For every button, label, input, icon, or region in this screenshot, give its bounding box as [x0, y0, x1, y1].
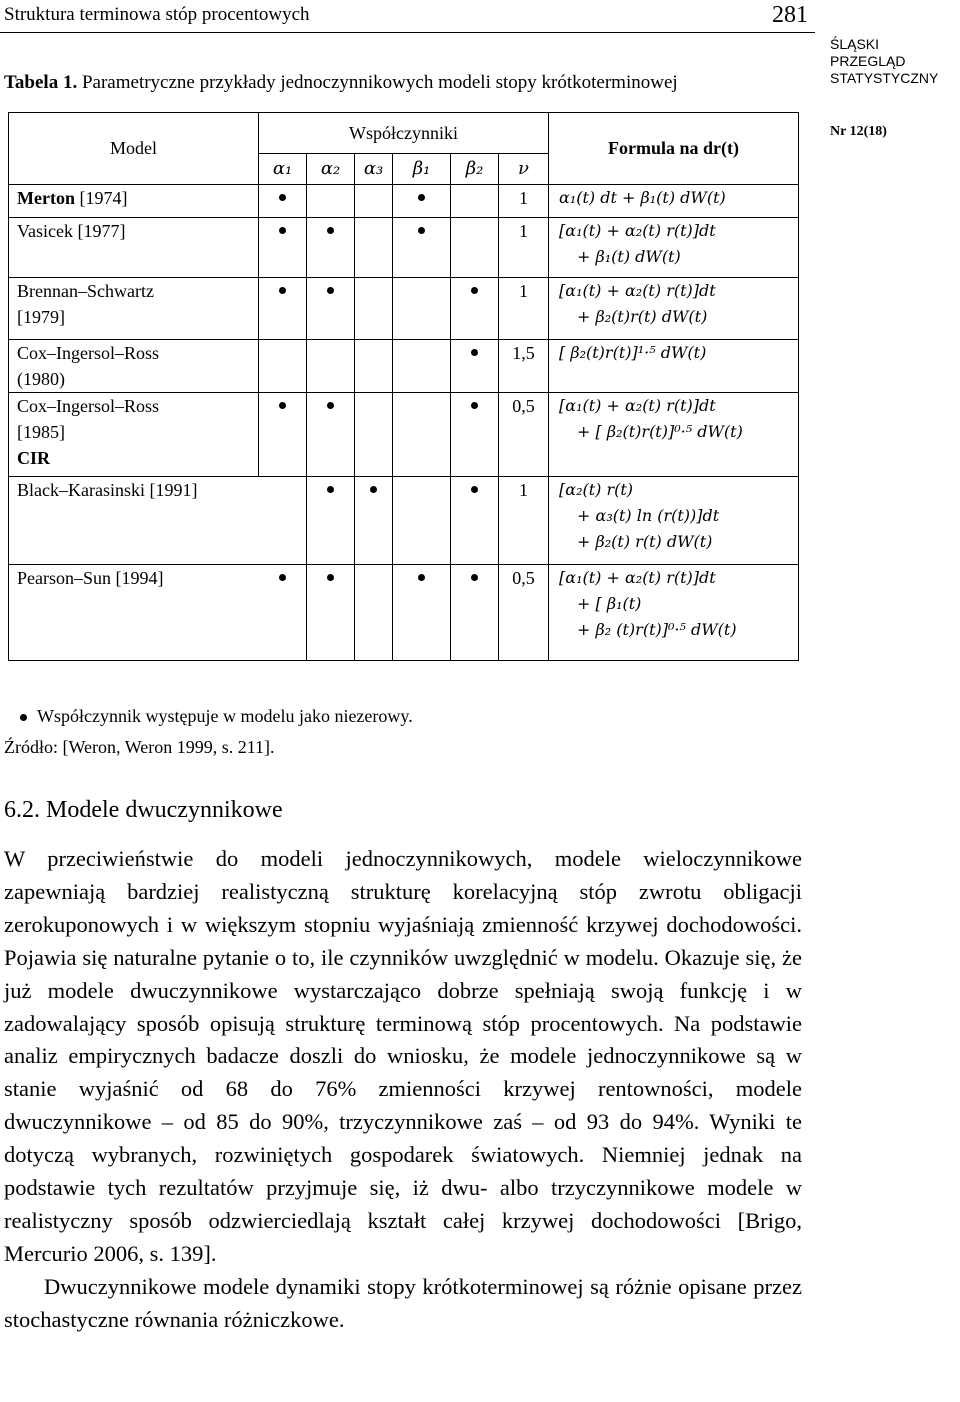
- model-name: Vasicek [1977]: [17, 221, 126, 241]
- coef-cell: [307, 393, 355, 477]
- bullet-icon: [279, 574, 286, 581]
- model-year: [1979]: [17, 307, 65, 327]
- table-row: [9, 393, 799, 477]
- formula-line: [α₂(t) r(t): [559, 480, 634, 499]
- formula-line: α₁(t) dt + β₁(t) dW(t): [559, 188, 726, 207]
- coef-cell: [451, 218, 499, 278]
- formula-cell: [549, 340, 799, 393]
- issue-number: Nr 12(18): [830, 124, 887, 139]
- model-name: Black–Karasinski [1991]: [17, 480, 198, 500]
- coef-cell: [307, 218, 355, 278]
- bullet-icon: [370, 486, 377, 493]
- coef-cell: [393, 565, 451, 661]
- formula-line: [α₁(t) + α₂(t) r(t)]dt: [559, 568, 716, 587]
- model-name: Cox–Ingersol–Ross: [17, 396, 160, 416]
- coef-cell: [355, 477, 393, 565]
- journal-name-line: PRZEGLĄD: [830, 53, 906, 69]
- model-year: [1985]: [17, 422, 65, 442]
- formula-line: [α₁(t) + α₂(t) r(t)]dt: [559, 281, 716, 300]
- model-abbrev: CIR: [17, 448, 51, 468]
- coef-cell: [451, 278, 499, 340]
- coef-cell: [307, 278, 355, 340]
- formula-line: [α₁(t) + α₂(t) r(t)]dt: [559, 396, 716, 415]
- coef-cell: [393, 185, 451, 218]
- formula-cell: [549, 278, 799, 340]
- header-rule: [0, 32, 815, 33]
- coef-cell: [307, 340, 355, 393]
- table-row: [9, 185, 799, 218]
- formula-cell: [549, 565, 799, 661]
- header-model: Model: [9, 113, 259, 185]
- coef-header: α₂: [307, 154, 355, 185]
- model-year: (1980): [17, 369, 65, 389]
- formula-line: + β₂(t) r(t) dW(t): [577, 532, 713, 551]
- model-name-cell: [9, 218, 259, 278]
- coef-cell: [451, 393, 499, 477]
- coef-cell: [393, 340, 451, 393]
- page-number: 281: [772, 2, 808, 28]
- coef-cell: [259, 218, 307, 278]
- table-row: [9, 340, 799, 393]
- bullet-icon: [471, 402, 478, 409]
- bullet-icon: [471, 349, 478, 356]
- body-text: [4, 843, 802, 1337]
- model-name-cell: [9, 477, 259, 565]
- paragraph: W przeciwieństwie do modeli jednoczynnikowych, modele wieloczynnikowe zapewniają bardziej realistyczną strukturę korelacyjną stóp zwrotu obligacji zerokuponowych i w większym stopniu wyjaśniają zmienność krzywej dochodowości. Pojawia się naturalne pytanie o to, ile czynników uwzględnić w modelu. Okazuje się, że już modele dwuczynnikowe wystarczająco dobrze spełniają swoją funkcję i w zadowalający sposób opisują strukturę terminową stóp procentowych. Na podstawie analiz empirycznych badacze doszli do wniosku, że modele jednoczynnikowe są w stanie wyjaśnić od 68 do 76% zmienności krzywej rentowności, modele dwuczynnikowe – od 85 do 90%, trzyczynnikowe zaś – od 93 do 94%. Wyniki te dotyczą wybranych, rozwiniętych gospodarek światowych. Niemniej jednak na podstawie tych rezultatów przyjmuje się, iż dwu- albo trzyczynnikowe modele w realistyczny sposób odzwierciedlają kształt całej krzywej dochodowości [Brigo, Mercurio 2006, s. 139].: [4, 846, 802, 1266]
- bullet-icon: [471, 287, 478, 294]
- model-name: Brennan–Schwartz: [17, 281, 154, 301]
- model-name-cell: [9, 278, 259, 340]
- bullet-icon: [279, 287, 286, 294]
- formula-line: + [ β₁(t): [577, 594, 642, 613]
- table-note: [20, 706, 413, 727]
- coef-cell: [355, 185, 393, 218]
- table-row: [9, 477, 799, 565]
- formula-line: + β₂ (t)r(t)]⁰·⁵ dW(t): [577, 620, 737, 639]
- coef-cell: [355, 340, 393, 393]
- model-name-cell: [9, 185, 259, 218]
- model-name: Pearson–Sun [1994]: [17, 568, 164, 588]
- coef-header: ν: [499, 154, 549, 185]
- model-name: Cox–Ingersol–Ross: [17, 343, 160, 363]
- coef-cell: [259, 393, 307, 477]
- nu-value: 1: [499, 185, 549, 218]
- journal-name: [830, 36, 960, 87]
- nu-value: 1: [499, 218, 549, 278]
- coef-header: α₁: [259, 154, 307, 185]
- coef-cell: [259, 185, 307, 218]
- coef-cell: [393, 393, 451, 477]
- coef-cell: [355, 278, 393, 340]
- coef-cell: [451, 185, 499, 218]
- formula-cell: [549, 477, 799, 565]
- model-name-cell: [9, 393, 259, 477]
- table-source: Źródło: [Weron, Weron 1999, s. 211].: [4, 737, 275, 757]
- bullet-icon: [279, 227, 286, 234]
- bullet-icon: [471, 574, 478, 581]
- coef-cell: [259, 340, 307, 393]
- nu-value: 0,5: [499, 565, 549, 661]
- header-coefficients: Współczynniki: [259, 113, 549, 154]
- coef-cell: [393, 278, 451, 340]
- bullet-icon: [327, 574, 334, 581]
- table-caption-text: Parametryczne przykłady jednoczynnikowych modeli stopy krótkoterminowej: [77, 72, 678, 93]
- model-name: [1974]: [74, 188, 128, 208]
- coef-cell: [451, 477, 499, 565]
- bullet-icon: [327, 402, 334, 409]
- formula-line: [ β₂(t)r(t)]¹·⁵ dW(t): [559, 343, 707, 362]
- table-note-text: Współczynnik występuje w modelu jako niezerowy.: [37, 706, 413, 726]
- nu-value: 1: [499, 278, 549, 340]
- coef-cell: [393, 477, 451, 565]
- formula-line: + β₁(t) dW(t): [577, 247, 681, 266]
- bullet-icon: [327, 486, 334, 493]
- formula-line: [α₁(t) + α₂(t) r(t)]dt: [559, 221, 716, 240]
- formula-cell: [549, 393, 799, 477]
- bullet-icon: [279, 194, 286, 201]
- header-formula: Formula na dr(t): [549, 113, 799, 185]
- nu-value: 1,5: [499, 340, 549, 393]
- coef-cell: [451, 340, 499, 393]
- coef-header: β₁: [393, 154, 451, 185]
- table-caption-label: Tabela 1.: [4, 72, 78, 93]
- coef-cell: [307, 185, 355, 218]
- bullet-icon: [418, 574, 425, 581]
- journal-name-line: STATYSTYCZNY: [830, 70, 939, 86]
- bullet-icon: [327, 227, 334, 234]
- model-name-cell: [9, 340, 259, 393]
- coef-cell: [307, 477, 355, 565]
- formula-cell: [549, 185, 799, 218]
- nu-value: 0,5: [499, 393, 549, 477]
- journal-name-line: ŚLĄSKI: [830, 36, 880, 52]
- bullet-icon: [418, 227, 425, 234]
- models-table: [8, 112, 799, 661]
- table-header-row: [9, 113, 799, 154]
- coef-header: β₂: [451, 154, 499, 185]
- coef-cell: [355, 565, 393, 661]
- table-row: [9, 218, 799, 278]
- table-caption: [4, 72, 678, 94]
- model-name-bold: Merton: [17, 188, 75, 208]
- running-header-title: Struktura terminowa stóp procentowych: [4, 4, 310, 25]
- formula-line: + α₃(t) ln (r(t))]dt: [577, 506, 720, 525]
- coef-cell: [259, 278, 307, 340]
- nu-value: 1: [499, 477, 549, 565]
- coef-cell: [259, 565, 307, 661]
- coef-cell: [355, 393, 393, 477]
- formula-line: + β₂(t)r(t) dW(t): [577, 307, 708, 326]
- table-row: [9, 278, 799, 340]
- table-row: [9, 565, 799, 661]
- coef-cell: [451, 565, 499, 661]
- bullet-icon: [20, 714, 27, 721]
- bullet-icon: [418, 194, 425, 201]
- bullet-icon: [471, 486, 478, 493]
- paragraph: Dwuczynnikowe modele dynamiki stopy krótkoterminowej są różnie opisane przez stochastyczne równania różniczkowe.: [4, 1273, 802, 1332]
- formula-cell: [549, 218, 799, 278]
- coef-header: α₃: [355, 154, 393, 185]
- coef-cell: [259, 477, 307, 565]
- coef-cell: [355, 218, 393, 278]
- coef-cell: [393, 218, 451, 278]
- formula-line: + [ β₂(t)r(t)]⁰·⁵ dW(t): [577, 422, 743, 441]
- coef-cell: [307, 565, 355, 661]
- model-name-cell: [9, 565, 259, 661]
- bullet-icon: [327, 287, 334, 294]
- bullet-icon: [279, 402, 286, 409]
- section-heading: 6.2. Modele dwuczynnikowe: [4, 797, 283, 823]
